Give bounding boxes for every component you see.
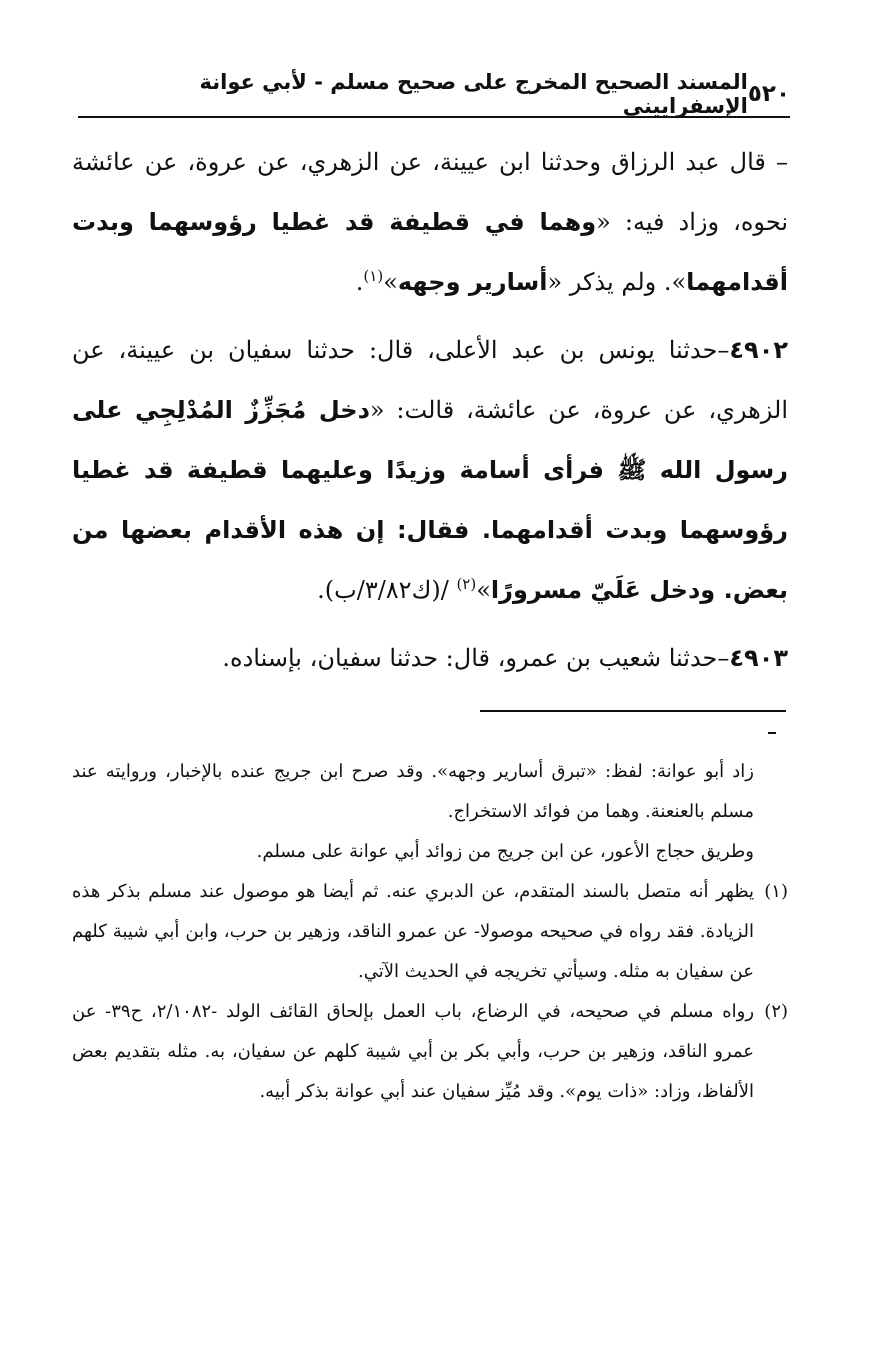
hadith-4902 [72,320,788,620]
text-run: . [355,268,364,296]
manuscript-ref: /(ك٣/٨٢/ب). [317,576,457,604]
paragraph-1 [72,132,788,312]
text-run: –حدثنا يونس بن عبد الأعلى، قال: حدثنا سفيان بن عيينة، عن الزهري، عن عروة، عن عائشة، قالت: « [72,336,788,424]
footnote-continuation: وطريق حجاج الأعور، عن ابن جريج من زوائد أبي عوانة على مسلم. [256,841,754,862]
text-run: » [476,576,491,604]
text-run: –حدثنا شعيب بن عمرو، قال: حدثنا سفيان، بإسناده. [222,644,730,672]
footnote-ref: (٢) [456,575,477,593]
bold-quote: وهما في قطيفة قد غطيا رؤوسهما وبدت أقدامهما [72,208,788,296]
footnote-1 [72,872,788,992]
footnote-text: يظهر أنه متصل بالسند المتقدم، عن الدبري عنه. ثم أيضا هو موصول عند مسلم بذكر هذه الزيادة. فقد رواه في صحيحه موصولا- عن عمرو الناقد، وزهير بن حرب، وابن أبي شيبة كلهم عن سفيان به مثله. وسيأتي تخريجه في الحديث الآتي. [72,881,754,982]
footnote-text: رواه مسلم في صحيحه، في الرضاع، باب العمل بإلحاق القائف الولد -٢/١٠٨٢، ح٣٩- عن عمرو الناقد، وزهير بن حرب، وأبي بكر بن أبي شيبة كلهم عن سفيان، به. مثله بتقديم بعض الألفاظ، وزاد: «ذات يوم». وقد مُيِّز سفيان عند أبي عوانة بذكر أبيه. [72,1001,755,1102]
text-run: » [383,268,398,296]
footnote-label: (٢) [764,1001,789,1022]
hadith-4903 [72,628,788,688]
footnote-divider [480,710,786,712]
hadith-number: ٤٩٠٣ [729,644,788,672]
bold-matn: دخل مُجَزِّزٌ المُدْلِجِي على رسول الله ﷺ فرأى أسامة وزيدًا وعليهما قطيفة قد غطيا رؤوسهما وبدت أقدامهما. فقال: إن هذه الأقدام بعضها من بعض. ودخل عَلَيّ مسرورًا [72,396,788,604]
header-divider [78,116,790,118]
footnotes [72,752,788,1112]
footnote-2 [72,992,788,1112]
hadith-number: ٤٩٠٢ [729,336,788,364]
continuation-dash [768,732,776,734]
page-header [78,70,790,118]
text-run: – قال عبد الرزاق وحدثنا ابن عيينة، عن الزهري، عن عروة، عن عائشة نحوه، وزاد فيه: « [72,148,789,236]
text-run: ». ولم يذكر « [547,268,687,296]
running-title: المسند الصحيح المخرج على صحيح مسلم - لأبي عوانة الإسفراييني [199,70,748,118]
page-number: ٥٢٠ [747,81,790,107]
footnote-label: (١) [764,881,788,902]
footnote-continuation: زاد أبو عوانة: لفظ: «تبرق أسارير وجهه». وقد صرح ابن جريج عنده بالإخبار، وروايته عند مسلم بالعنعنة. وهما من فوائد الاستخراج. [72,761,754,822]
footnote-ref: (١) [363,267,384,285]
bold-quote: أسارير وجهه [397,268,548,296]
main-text [72,132,788,688]
